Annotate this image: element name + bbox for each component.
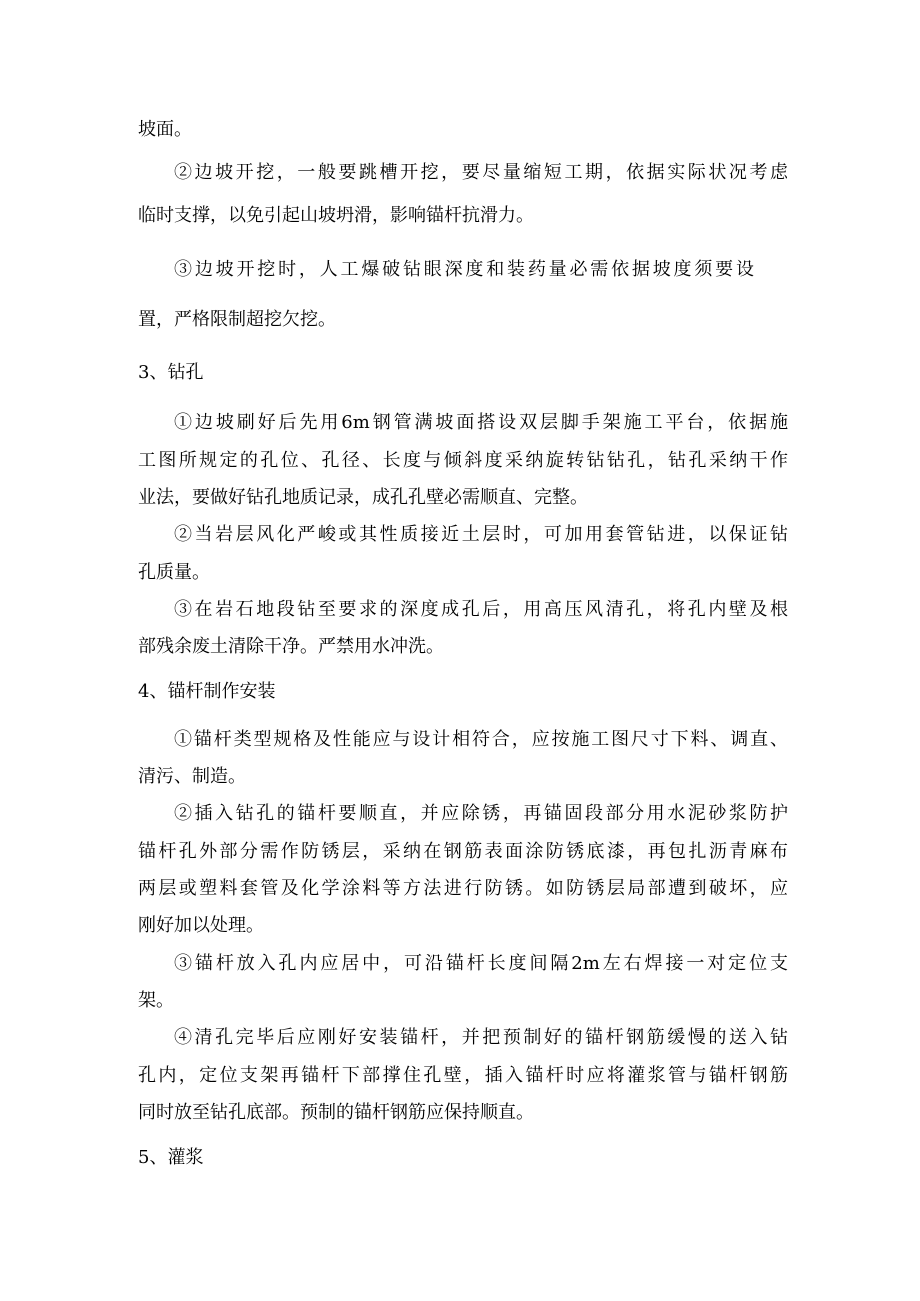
text-line: ③在岩石地段钻至要求的深度成孔后，用高压风清孔，将孔内壁及根 [174, 599, 788, 620]
text-line: 工图所规定的孔位、孔径、长度与倾斜度采纳旋转钻钻孔，钻孔采纳干作 [138, 450, 788, 471]
text-line: ②插入钻孔的锚杆要顺直，并应除锈，再锚固段部分用水泥砂浆防护 [174, 803, 788, 824]
section-heading: 4、锚杆制作安装 [138, 681, 276, 702]
text-line: 架。 [138, 990, 174, 1011]
text-line: 清污、制造。 [138, 766, 246, 787]
text-line: 部残余废土清除干净。严禁用水冲洗。 [138, 636, 444, 657]
text-line: ①边坡刷好后先用6m钢管满坡面搭设双层脚手架施工平台，依据施 [174, 412, 788, 433]
text-line: 两层或塑料套管及化学涂料等方法进行防锈。如防锈层局部遭到破坏，应 [138, 878, 788, 899]
text-line: ④清孔完毕后应刚好安装锚杆，并把预制好的锚杆钢筋缓慢的送入钻 [174, 1027, 788, 1048]
text-line: ②当岩层风化严峻或其性质接近土层时，可加用套管钻进，以保证钻 [174, 524, 788, 545]
text-line: 刚好加以处理。 [138, 915, 264, 936]
text-line: ③边坡开挖时，人工爆破钻眼深度和装药量必需依据坡度须要设 [174, 259, 754, 280]
section-heading: 3、钻孔 [138, 362, 204, 383]
text-line: 坡面。 [138, 119, 192, 140]
text-line: ①锚杆类型规格及性能应与设计相符合，应按施工图尺寸下料、调直、 [174, 729, 788, 750]
text-line: 同时放至钻孔底部。预制的锚杆钢筋应保持顺直。 [138, 1102, 534, 1123]
section-heading: 5、灌浆 [138, 1147, 204, 1168]
text-line: 置，严格限制超挖欠挖。 [138, 309, 336, 330]
text-line: ②边坡开挖，一般要跳槽开挖，要尽量缩短工期，依据实际状况考虑 [174, 162, 788, 183]
text-line: 孔质量。 [138, 562, 210, 583]
text-line: 锚杆孔外部分需作防锈层，采纳在钢筋表面涂防锈底漆，再包扎沥青麻布 [138, 841, 788, 862]
text-line: ③锚杆放入孔内应居中，可沿锚杆长度间隔2m左右焊接一对定位支 [174, 953, 788, 974]
text-line: 业法，要做好钻孔地质记录，成孔孔壁必需顺直、完整。 [138, 487, 588, 508]
text-line: 临时支撑，以免引起山坡坍滑，影响锚杆抗滑力。 [138, 205, 534, 226]
text-line: 孔内，定位支架再锚杆下部撑住孔壁，插入锚杆时应将灌浆管与锚杆钢筋 [138, 1065, 788, 1086]
